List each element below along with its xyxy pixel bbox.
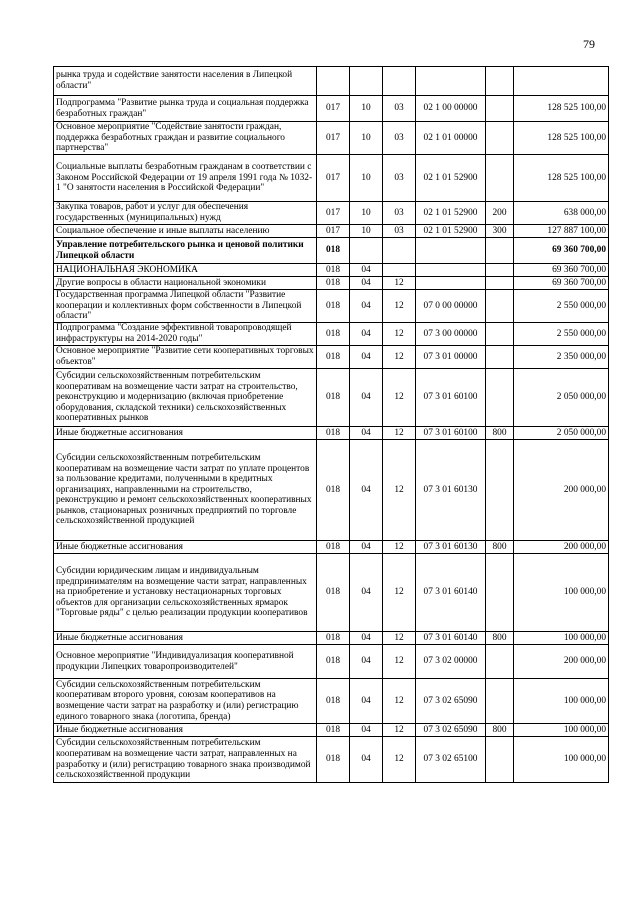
cell-section-code: 10 bbox=[350, 96, 383, 122]
cell-amount: 128 525 100,00 bbox=[514, 155, 609, 202]
cell-expense-type bbox=[486, 645, 514, 679]
cell-ministry-code: 017 bbox=[317, 122, 350, 155]
table-row bbox=[54, 122, 609, 155]
cell-target-article: 07 3 01 60100 bbox=[416, 427, 486, 440]
cell-ministry-code: 017 bbox=[317, 96, 350, 122]
cell-subsection-code bbox=[383, 264, 416, 277]
table-row bbox=[54, 369, 609, 427]
budget-table bbox=[53, 66, 609, 783]
cell-target-article: 07 3 02 65090 bbox=[416, 724, 486, 737]
cell-amount: 2 050 000,00 bbox=[514, 369, 609, 427]
cell-section-code: 04 bbox=[350, 427, 383, 440]
cell-expense-type bbox=[486, 323, 514, 346]
cell-amount: 200 000,00 bbox=[514, 440, 609, 541]
cell-target-article bbox=[416, 238, 486, 264]
cell-ministry-code: 018 bbox=[317, 632, 350, 645]
table-row bbox=[54, 277, 609, 290]
cell-section-code: 04 bbox=[350, 554, 383, 632]
cell-ministry-code: 017 bbox=[317, 225, 350, 238]
cell-item-name: Иные бюджетные ассигнования bbox=[54, 632, 317, 645]
cell-section-code: 04 bbox=[350, 323, 383, 346]
cell-target-article: 07 3 02 65090 bbox=[416, 679, 486, 724]
cell-section-code: 04 bbox=[350, 541, 383, 554]
cell-expense-type bbox=[486, 155, 514, 202]
cell-item-name: Государственная программа Липецкой области "Развитие кооперации и коллективных форм собственности в Липецкой области" bbox=[54, 290, 317, 323]
cell-subsection-code: 12 bbox=[383, 541, 416, 554]
cell-ministry-code: 018 bbox=[317, 554, 350, 632]
cell-ministry-code: 018 bbox=[317, 737, 350, 783]
cell-target-article: 02 1 01 52900 bbox=[416, 155, 486, 202]
cell-item-name: Другие вопросы в области национальной экономики bbox=[54, 277, 317, 290]
cell-section-code: 04 bbox=[350, 277, 383, 290]
cell-expense-type: 200 bbox=[486, 202, 514, 225]
cell-item-name: НАЦИОНАЛЬНАЯ ЭКОНОМИКА bbox=[54, 264, 317, 277]
cell-item-name: Основное мероприятие "Индивидуализация кооперативной продукции Липецких товаропроизводителей" bbox=[54, 645, 317, 679]
cell-expense-type: 300 bbox=[486, 225, 514, 238]
cell-subsection-code: 03 bbox=[383, 155, 416, 202]
cell-section-code: 04 bbox=[350, 724, 383, 737]
cell-target-article: 07 3 01 00000 bbox=[416, 346, 486, 369]
cell-expense-type bbox=[486, 238, 514, 264]
cell-target-article: 07 3 02 65100 bbox=[416, 737, 486, 783]
cell-expense-type bbox=[486, 440, 514, 541]
cell-item-name: Основное мероприятие "Содействие занятости граждан, поддержка безработных граждан и развитие социального партнерства" bbox=[54, 122, 317, 155]
cell-expense-type bbox=[486, 96, 514, 122]
cell-target-article: 07 3 01 60140 bbox=[416, 554, 486, 632]
cell-item-name: Основное мероприятие "Развитие сети кооперативных торговых объектов" bbox=[54, 346, 317, 369]
cell-expense-type bbox=[486, 67, 514, 96]
table-row bbox=[54, 67, 609, 96]
cell-section-code: 04 bbox=[350, 346, 383, 369]
cell-amount: 100 000,00 bbox=[514, 554, 609, 632]
cell-ministry-code: 018 bbox=[317, 679, 350, 724]
cell-subsection-code: 12 bbox=[383, 679, 416, 724]
cell-amount: 200 000,00 bbox=[514, 541, 609, 554]
cell-section-code bbox=[350, 67, 383, 96]
cell-amount: 2 550 000,00 bbox=[514, 290, 609, 323]
cell-target-article: 02 1 01 52900 bbox=[416, 225, 486, 238]
budget-table-body bbox=[54, 67, 609, 783]
table-row bbox=[54, 238, 609, 264]
cell-amount: 100 000,00 bbox=[514, 632, 609, 645]
cell-subsection-code: 12 bbox=[383, 323, 416, 346]
table-row bbox=[54, 323, 609, 346]
cell-ministry-code: 017 bbox=[317, 202, 350, 225]
cell-target-article bbox=[416, 264, 486, 277]
cell-expense-type bbox=[486, 122, 514, 155]
cell-subsection-code: 12 bbox=[383, 724, 416, 737]
cell-item-name: Иные бюджетные ассигнования bbox=[54, 427, 317, 440]
table-row bbox=[54, 554, 609, 632]
cell-section-code: 04 bbox=[350, 645, 383, 679]
page-number: 79 bbox=[583, 37, 595, 51]
cell-ministry-code: 018 bbox=[317, 346, 350, 369]
cell-target-article: 07 3 01 60100 bbox=[416, 369, 486, 427]
cell-section-code: 04 bbox=[350, 679, 383, 724]
table-row bbox=[54, 440, 609, 541]
table-row bbox=[54, 96, 609, 122]
cell-ministry-code: 018 bbox=[317, 541, 350, 554]
table-row bbox=[54, 541, 609, 554]
cell-ministry-code: 018 bbox=[317, 440, 350, 541]
cell-target-article: 07 3 02 00000 bbox=[416, 645, 486, 679]
cell-section-code: 04 bbox=[350, 632, 383, 645]
cell-expense-type bbox=[486, 264, 514, 277]
cell-ministry-code: 017 bbox=[317, 155, 350, 202]
cell-item-name: Субсидии сельскохозяйственным потребительским кооперативам на возмещение части затрат по уплате процентов за пользование кредитами, полученными в кредитных организациях, направленными на строительство, реконструкцию и ремонт сельскохозяйственных кооперативных рынков, стационарных розничных предприятий по торговле сельскохозяйственной продукцией bbox=[54, 440, 317, 541]
table-row bbox=[54, 427, 609, 440]
cell-amount: 100 000,00 bbox=[514, 724, 609, 737]
cell-amount: 100 000,00 bbox=[514, 737, 609, 783]
cell-subsection-code: 12 bbox=[383, 369, 416, 427]
table-row bbox=[54, 724, 609, 737]
table-row bbox=[54, 155, 609, 202]
cell-item-name: Управление потребительского рынка и ценовой политики Липецкой области bbox=[54, 238, 317, 264]
cell-subsection-code: 12 bbox=[383, 554, 416, 632]
cell-ministry-code: 018 bbox=[317, 724, 350, 737]
cell-expense-type bbox=[486, 737, 514, 783]
cell-target-article: 07 0 00 00000 bbox=[416, 290, 486, 323]
cell-subsection-code: 03 bbox=[383, 122, 416, 155]
cell-expense-type bbox=[486, 277, 514, 290]
cell-amount: 2 550 000,00 bbox=[514, 323, 609, 346]
cell-amount: 69 360 700,00 bbox=[514, 277, 609, 290]
cell-item-name: Подпрограмма "Создание эффективной товаропроводящей инфраструктуры на 2014-2020 годы" bbox=[54, 323, 317, 346]
cell-amount: 127 887 100,00 bbox=[514, 225, 609, 238]
cell-subsection-code: 12 bbox=[383, 346, 416, 369]
cell-ministry-code: 018 bbox=[317, 277, 350, 290]
cell-target-article: 07 3 01 60130 bbox=[416, 440, 486, 541]
cell-ministry-code: 018 bbox=[317, 323, 350, 346]
table-row bbox=[54, 290, 609, 323]
table-row bbox=[54, 225, 609, 238]
cell-amount: 2 050 000,00 bbox=[514, 427, 609, 440]
cell-item-name: Социальное обеспечение и иные выплаты населению bbox=[54, 225, 317, 238]
cell-item-name: Субсидии сельскохозяйственным потребительским кооперативам на возмещение части затрат на строительство, реконструкцию и модернизацию (включая приобретение оборудования, складской техники) сельскохозяйственных кооперативных рынков bbox=[54, 369, 317, 427]
table-row bbox=[54, 346, 609, 369]
cell-target-article: 02 1 00 00000 bbox=[416, 96, 486, 122]
cell-subsection-code bbox=[383, 238, 416, 264]
cell-amount bbox=[514, 67, 609, 96]
table-row bbox=[54, 264, 609, 277]
cell-target-article: 02 1 01 52900 bbox=[416, 202, 486, 225]
cell-target-article: 07 3 01 60140 bbox=[416, 632, 486, 645]
cell-item-name: Социальные выплаты безработным гражданам в соответствии с Законом Российской Федерации от 19 апреля 1991 года № 1032-1 "О занятости населения в Российской Федерации" bbox=[54, 155, 317, 202]
cell-section-code: 04 bbox=[350, 440, 383, 541]
cell-item-name: Иные бюджетные ассигнования bbox=[54, 541, 317, 554]
cell-subsection-code: 12 bbox=[383, 290, 416, 323]
table-row bbox=[54, 737, 609, 783]
cell-amount: 128 525 100,00 bbox=[514, 122, 609, 155]
cell-section-code: 10 bbox=[350, 155, 383, 202]
cell-amount: 2 350 000,00 bbox=[514, 346, 609, 369]
cell-target-article bbox=[416, 277, 486, 290]
cell-expense-type bbox=[486, 290, 514, 323]
cell-item-name: Субсидии юридическим лицам и индивидуальным предпринимателям на возмещение части затрат, направленных на приобретение и установку нестационарных торговых объектов для организации сельскохозяйственных ярмарок "Торговые ряды" с целью реализации продукции кооперативов bbox=[54, 554, 317, 632]
cell-item-name: Субсидии сельскохозяйственным потребительским кооперативам на возмещение части затрат, направленных на разработку и (или) регистрацию товарного знака производимой сельскохозяйственной продукции bbox=[54, 737, 317, 783]
cell-item-name: Иные бюджетные ассигнования bbox=[54, 724, 317, 737]
cell-subsection-code: 03 bbox=[383, 225, 416, 238]
cell-subsection-code: 03 bbox=[383, 202, 416, 225]
cell-expense-type: 800 bbox=[486, 724, 514, 737]
cell-amount: 69 360 700,00 bbox=[514, 238, 609, 264]
cell-expense-type bbox=[486, 679, 514, 724]
cell-section-code: 04 bbox=[350, 290, 383, 323]
cell-ministry-code: 018 bbox=[317, 369, 350, 427]
cell-item-name: рынка труда и содействие занятости населения в Липецкой области" bbox=[54, 67, 317, 96]
table-row bbox=[54, 679, 609, 724]
cell-ministry-code: 018 bbox=[317, 290, 350, 323]
cell-amount: 638 000,00 bbox=[514, 202, 609, 225]
cell-section-code: 04 bbox=[350, 264, 383, 277]
cell-section-code: 10 bbox=[350, 225, 383, 238]
cell-subsection-code: 12 bbox=[383, 427, 416, 440]
cell-subsection-code: 12 bbox=[383, 440, 416, 541]
table-row bbox=[54, 202, 609, 225]
cell-subsection-code: 12 bbox=[383, 737, 416, 783]
cell-expense-type: 800 bbox=[486, 632, 514, 645]
cell-target-article: 07 3 01 60130 bbox=[416, 541, 486, 554]
cell-target-article: 07 3 00 00000 bbox=[416, 323, 486, 346]
cell-section-code: 04 bbox=[350, 737, 383, 783]
cell-expense-type bbox=[486, 369, 514, 427]
table-row bbox=[54, 645, 609, 679]
cell-amount: 200 000,00 bbox=[514, 645, 609, 679]
cell-expense-type bbox=[486, 346, 514, 369]
cell-expense-type: 800 bbox=[486, 541, 514, 554]
cell-ministry-code: 018 bbox=[317, 238, 350, 264]
cell-ministry-code bbox=[317, 67, 350, 96]
cell-expense-type bbox=[486, 554, 514, 632]
cell-ministry-code: 018 bbox=[317, 427, 350, 440]
cell-subsection-code: 12 bbox=[383, 632, 416, 645]
cell-subsection-code bbox=[383, 67, 416, 96]
cell-ministry-code: 018 bbox=[317, 264, 350, 277]
cell-item-name: Закупка товаров, работ и услуг для обеспечения государственных (муниципальных) нужд bbox=[54, 202, 317, 225]
cell-ministry-code: 018 bbox=[317, 645, 350, 679]
cell-section-code bbox=[350, 238, 383, 264]
cell-item-name: Субсидии сельскохозяйственным потребительским кооперативам второго уровня, союзам кооперативов на возмещение части затрат на разработку и (или) регистрацию единого товарного знака (логотипа, бренда) bbox=[54, 679, 317, 724]
cell-item-name: Подпрограмма "Развитие рынка труда и социальная поддержка безработных граждан" bbox=[54, 96, 317, 122]
cell-target-article bbox=[416, 67, 486, 96]
cell-amount: 69 360 700,00 bbox=[514, 264, 609, 277]
cell-amount: 128 525 100,00 bbox=[514, 96, 609, 122]
cell-section-code: 04 bbox=[350, 369, 383, 427]
cell-subsection-code: 03 bbox=[383, 96, 416, 122]
table-row bbox=[54, 632, 609, 645]
cell-expense-type: 800 bbox=[486, 427, 514, 440]
cell-subsection-code: 12 bbox=[383, 277, 416, 290]
cell-target-article: 02 1 01 00000 bbox=[416, 122, 486, 155]
cell-section-code: 10 bbox=[350, 202, 383, 225]
cell-subsection-code: 12 bbox=[383, 645, 416, 679]
cell-section-code: 10 bbox=[350, 122, 383, 155]
cell-amount: 100 000,00 bbox=[514, 679, 609, 724]
